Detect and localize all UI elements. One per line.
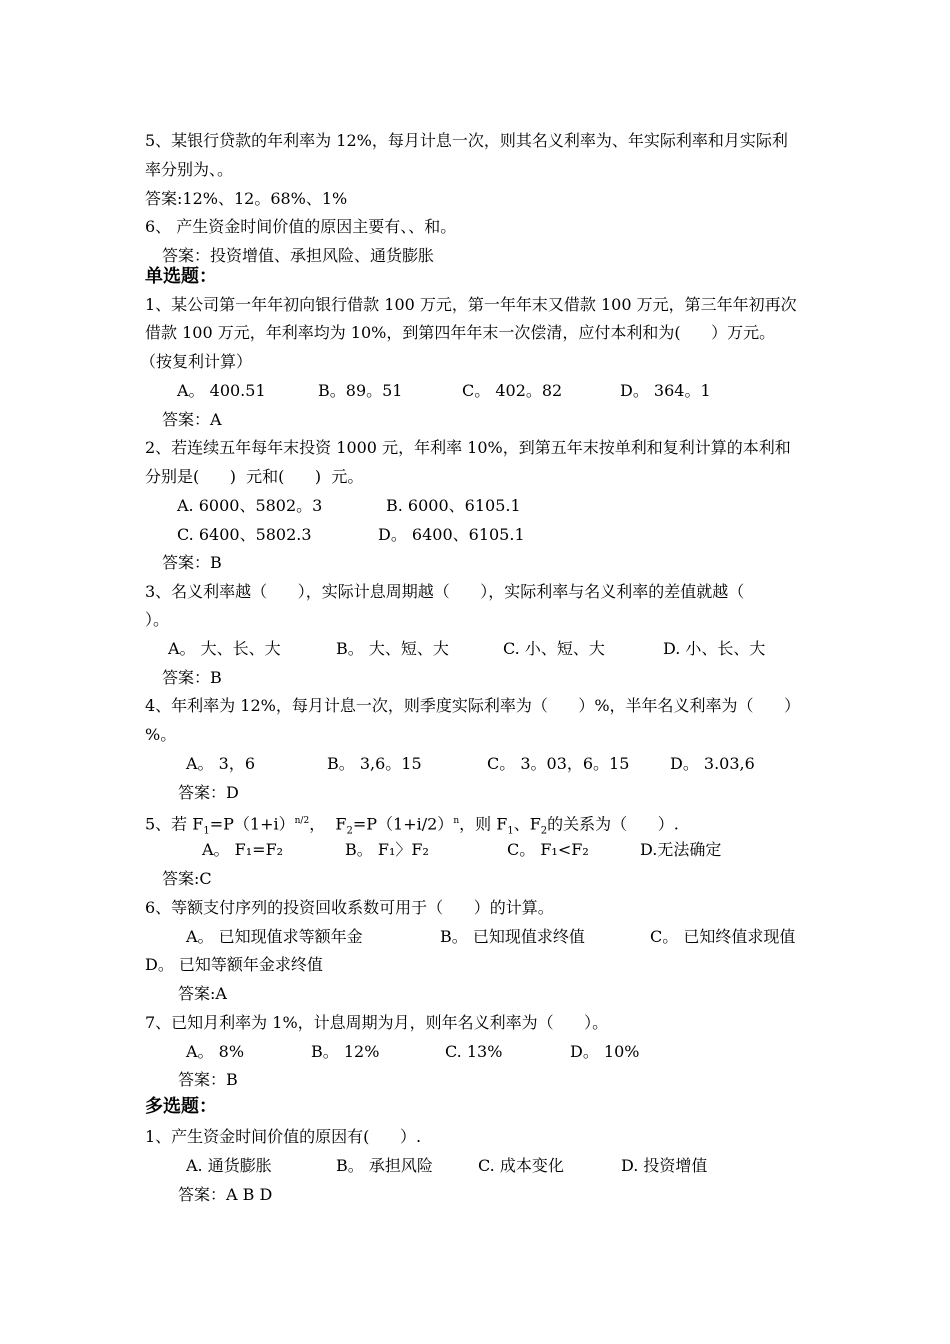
single-q7-option-b: B。 12%: [311, 1042, 380, 1061]
multi-q1-option-a: A. 通货膨胀: [186, 1156, 272, 1175]
single-q4-option-a: A。 3，6: [186, 754, 256, 773]
multi-q1-option-c: C. 成本变化: [478, 1156, 564, 1175]
single-q6-option-a: A。 已知现值求等额年金: [186, 927, 363, 946]
fill-q6-answer: 答案：投资增值、承担风险、通货膨胀: [162, 246, 435, 265]
single-q7-option-a: A。 8%: [186, 1042, 245, 1061]
fill-q5-line1: 5、某银行贷款的年利率为 12%，每月计息一次，则其名义利率为、年实际利率和月实际利: [145, 131, 788, 150]
single-q4-answer: 答案：D: [178, 783, 239, 802]
single-q3-line1: 3、名义利率越（ ），实际计息周期越（ ），实际利率与名义利率的差值就越（: [145, 582, 745, 601]
multi-q1-line1: 1、产生资金时间价值的原因有( ）.: [145, 1127, 422, 1146]
single-q1-option-d: D。 364。1: [620, 381, 711, 400]
fill-q5-line2: 率分别为、。: [145, 160, 234, 179]
multi-q1-option-d: D. 投资增值: [621, 1156, 708, 1175]
single-q2-line2: 分别是( ) 元和( ) 元。: [145, 467, 364, 486]
single-q1-line2: 借款 100 万元，年利率均为 10%，到第四年年末一次偿清，应付本利和为( ）万元。: [145, 323, 776, 342]
single-q7-answer: 答案：B: [178, 1070, 238, 1089]
single-q1-line3: （按复利计算）: [140, 352, 253, 371]
single-q2-option-b: B. 6000、6105.1: [386, 496, 521, 515]
single-q4-option-b: B。 3,6。15: [327, 754, 422, 773]
fill-q6-line1: 6、 产生资金时间价值的原因主要有、、和。: [145, 217, 457, 236]
single-q1-option-b: B。89。51: [318, 381, 403, 400]
single-q6-option-d: D。 已知等额年金求终值: [145, 955, 323, 974]
multi-q1-answer: 答案：A B D: [178, 1185, 273, 1204]
single-q2-answer: 答案：B: [162, 553, 222, 572]
single-q5-option-b: B。 F₁〉F₂: [345, 840, 429, 859]
single-q5-option-d: D.无法确定: [640, 840, 722, 859]
single-q6-option-b: B。 已知现值求终值: [440, 927, 585, 946]
single-q7-option-d: D。 10%: [570, 1042, 640, 1061]
single-q3-answer: 答案：B: [162, 668, 222, 687]
single-q2-option-a: A. 6000、5802。3: [177, 496, 323, 515]
single-q6-option-c: C。 已知终值求现值: [650, 927, 796, 946]
single-q2-option-d: D。 6400、6105.1: [378, 525, 525, 544]
multi-choice-heading: 多选题：: [145, 1096, 217, 1117]
single-q4-option-c: C。 3。03，6。15: [487, 754, 630, 773]
single-q7-line1: 7、已知月利率为 1%，计息周期为月，则年名义利率为（ ）。: [145, 1013, 609, 1032]
single-q7-option-c: C. 13%: [445, 1042, 503, 1061]
single-q6-answer: 答案:A: [178, 984, 227, 1003]
single-q4-option-d: D。 3.03,6: [670, 754, 755, 773]
single-q5-line1: 5、若 $F_1=P(1+i)^{n/2}$， $F_2=P(1+i/2)^n$，则 $F_1$、$F_2$的关系为（ ）.: [145, 814, 679, 837]
single-q1-line1: 1、某公司第一年年初向银行借款 100 万元，第一年年末又借款 100 万元，第三年年初再次: [145, 295, 797, 314]
single-q1-option-a: A。 400.51: [177, 381, 266, 400]
single-q5-answer: 答案:C: [162, 869, 212, 888]
single-q4-line1: 4、年利率为 12%，每月计息一次，则季度实际利率为（ ）%，半年名义利率为（ ）: [145, 696, 801, 715]
single-choice-heading: 单选题：: [145, 266, 217, 287]
fill-q5-answer: 答案:12%、12。68%、1%: [145, 189, 348, 208]
single-q4-line2: %。: [145, 725, 177, 744]
single-q1-option-c: C。 402。82: [462, 381, 563, 400]
multi-q1-option-b: B。 承担风险: [336, 1156, 433, 1175]
single-q3-option-d: D. 小、长、大: [663, 639, 766, 658]
single-q2-line1: 2、若连续五年每年末投资 1000 元，年利率 10%，到第五年末按单利和复利计算的本利和: [145, 438, 791, 457]
single-q5-option-a: A。 F₁=F₂: [202, 840, 284, 859]
single-q3-option-b: B。 大、短、大: [336, 639, 449, 658]
single-q2-option-c: C. 6400、5802.3: [177, 525, 312, 544]
single-q3-option-c: C. 小、短、大: [503, 639, 605, 658]
single-q5-option-c: C。 F₁<F₂: [507, 840, 589, 859]
single-q3-line2: ）。: [145, 610, 170, 629]
single-q1-answer: 答案：A: [162, 410, 222, 429]
single-q3-option-a: A。 大、长、大: [168, 639, 281, 658]
single-q6-line1: 6、等额支付序列的投资回收系数可用于（ ）的计算。: [145, 898, 554, 917]
